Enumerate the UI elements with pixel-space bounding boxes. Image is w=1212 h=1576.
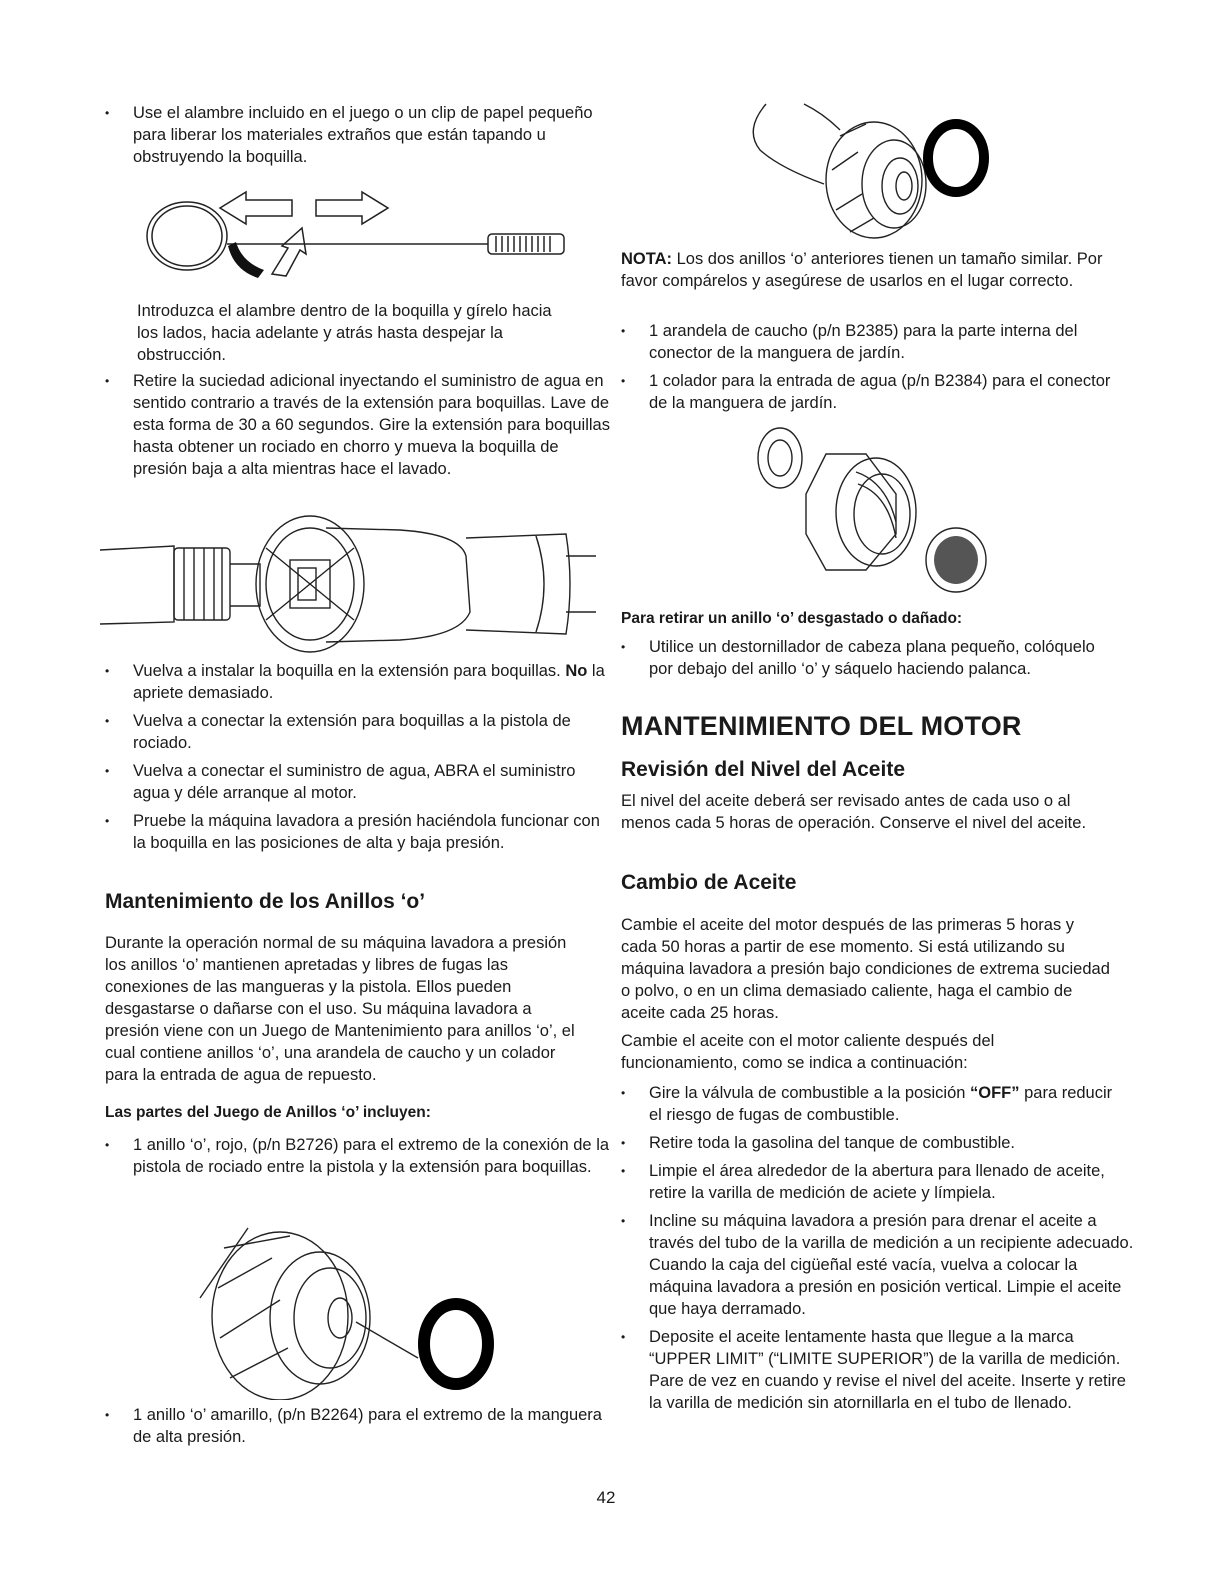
washer-strainer-illustration (746, 422, 996, 602)
heading-motor-maintenance: MANTENIMIENTO DEL MOTOR (621, 711, 1022, 741)
red-oring-illustration (180, 1218, 500, 1400)
bullet-reinstall: • Vuelva a instalar la boquilla en la extensión para boquillas. No la apriete demasiado. (105, 660, 613, 704)
bullet-screwdriver: • Utilice un destornillador de cabeza plana pequeño, colóquelo por debajo del anillo ‘o’ y sáquelo haciendo palanca. (621, 636, 1119, 680)
subhead-remove-oring: Para retirar un anillo ‘o’ desgastado o dañado: (621, 610, 963, 627)
bullet-clean-dipstick: • Limpie el área alrededor de la abertura para llenado de aceite, retire la varilla de medición de aciete y límpiela. (621, 1160, 1127, 1204)
para-oil-change-2: Cambie el aceite con el motor caliente después del funcionamiento, como se indica a continuación: (621, 1032, 995, 1072)
yellow-oring-illustration (740, 100, 1000, 240)
caption-wire: Introduzca el alambre dentro de la boquilla y gírelo hacia los lados, hacia adelante y atrás hasta despejar la obstrucción. (137, 302, 552, 364)
bullet-fuel-valve: • Gire la válvula de combustible a la posición “OFF” para reducir el riesgo de fugas de combustible. (621, 1082, 1127, 1126)
nota-paragraph: NOTA: Los dos anillos ‘o’ anteriores tienen un tamaño similar. Por favor compárelos y asegúrese de usarlos en el lugar correcto. (621, 250, 1103, 290)
para-o-rings: Durante la operación normal de su máquina lavadora a presión los anillos ‘o’ mantienen apretadas y libres de fugas las conexiones de las mangueras y la pistola. Ellos pueden desgastarse o dañarse con el uso. Su máquina lavadora a presión viene con un Juego de Mantenimiento para anillos ‘o’, el cual contiene anillos ‘o’, una arandela de caucho y un colador para la entrada de agua de repuesto. (105, 934, 575, 1084)
bullet-test: • Pruebe la máquina lavadora a presión haciéndola funcionar con la boquilla en las posiciones de alta y baja presión. (105, 810, 615, 854)
bullet-remove-gasoline: • Retire toda la gasolina del tanque de combustible. (621, 1132, 1127, 1154)
nozzle-extension-illustration (100, 508, 596, 660)
bullet-strainer: • 1 colador para la entrada de agua (p/n B2384) para el conector de la manguera de jardín. (621, 370, 1119, 414)
bullet-reconnect: • Vuelva a conectar la extensión para boquillas a la pistola de rociado. (105, 710, 618, 754)
heading-oil-level: Revisión del Nivel del Aceite (621, 758, 905, 781)
bullet-red-oring: • 1 anillo ‘o’, rojo, (p/n B2726) para el extremo de la conexión de la pistola de rociado entre la pistola y la extensión para boquillas. (105, 1134, 611, 1178)
bullet-water: • Vuelva a conectar el suministro de agua, ABRA el suministro agua y déle arranque al motor. (105, 760, 613, 804)
bullet-wire-instruction: • Use el alambre incluido en el juego o un clip de papel pequeño para liberar los materiales extraños que están tapando u obstruyendo la boquilla. (105, 102, 613, 168)
para-oil-change-1: Cambie el aceite del motor después de las primeras 5 horas y cada 50 horas a partir de ese momento. Si está utilizando su máquina lavadora a presión bajo condiciones de extrema suciedad o polvo, o en un clima demasiado caliente, haga el cambio de aceite cada 25 horas. (621, 916, 1110, 1022)
wire-cleaning-illustration (140, 178, 580, 290)
bullet-pour-oil: • Deposite el aceite lentamente hasta que llegue a la marca “UPPER LIMIT” (“LIMITE SUPERIOR”) de la varilla de medición. Pare de vez en cuando y revise el nivel del aceite. Inserte y retire la varilla de medición sin atornillarla en el tubo de llenado. (621, 1326, 1129, 1414)
bullet-yellow-oring: • 1 anillo ‘o’ amarillo, (p/n B2264) para el extremo de la manguera de alta presión. (105, 1404, 603, 1448)
subhead-kit-parts: Las partes del Juego de Anillos ‘o’ incluyen: (105, 1104, 431, 1121)
bullet-drain-oil: • Incline su máquina lavadora a presión para drenar el aceite a través del tubo de la varilla de medición a un recipiente adecuado. Cuando la caja del cigüeñal esté vacía, vuelva a colocar la máquina lavadora a presión en posición vertical. Limpie el aceite que haya derramado. (621, 1210, 1137, 1320)
bullet-washer: • 1 arandela de caucho (p/n B2385) para la parte interna del conector de la manguera de jardín. (621, 320, 1121, 364)
heading-o-rings: Mantenimiento de los Anillos ‘o’ (105, 890, 426, 913)
para-oil-level: El nivel del aceite deberá ser revisado antes de cada uso o al menos cada 5 horas de operación. Conserve el nivel del aceite. (621, 792, 1087, 832)
page-number: 42 (596, 1488, 616, 1507)
bullet-flush: • Retire la suciedad adicional inyectando el suministro de agua en sentido contrario a través de la extensión para boquillas. Lave de esta forma de 30 a 60 segundos. Gire la extensión para boquillas hasta obtener un rociado en chorro y mueva la boquilla de presión baja a alta mientras hace el lavado. (105, 370, 615, 480)
heading-oil-change: Cambio de Aceite (621, 871, 797, 894)
